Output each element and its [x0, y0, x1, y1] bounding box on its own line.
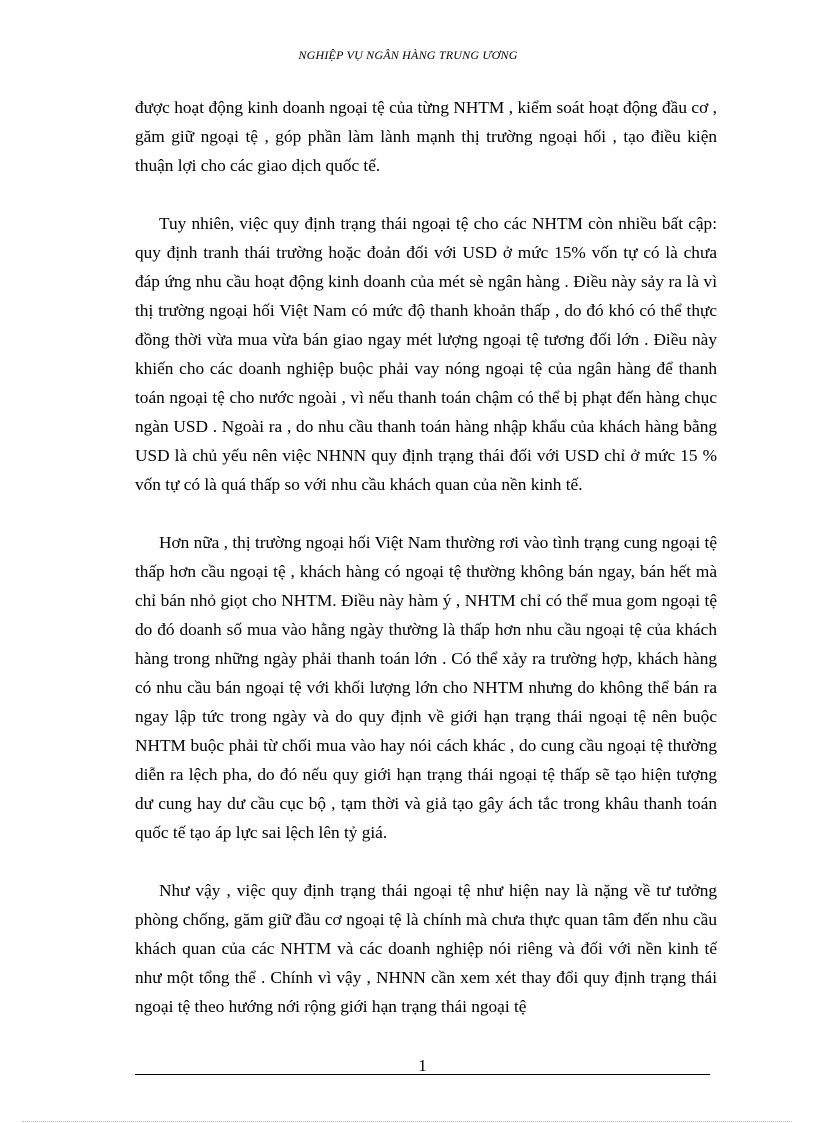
paragraph-1: được hoạt động kinh doanh ngoại tệ của từng NHTM , kiểm soát hoạt động đầu cơ , găm giữ ngoại tệ , góp phần làm lành mạnh thị trường ngoại hối , tạo điều kiện thuận lợi cho các giao dịch quốc tế.	[135, 98, 717, 175]
document-body	[135, 93, 717, 1021]
paragraph-2: Tuy nhiên, việc quy định trạng thái ngoại tệ cho các NHTM còn nhiều bất cập: quy định tranh thái trường hoặc đoản đối với USD ở mức 15% vốn tự có là chưa đáp ứng nhu cầu hoạt động kinh doanh của mét sè ngân hàng . Điều này sảy ra là vì thị trường ngoại hối Việt Nam có mức độ thanh khoản thấp , do đó khó có thể thực đồng thời vừa mua vừa bán giao ngay mét lượng ngoại tệ tương đối lớn . Điều này khiến cho các doanh nghiệp buộc phải vay nóng ngoại tệ của ngân hàng để thanh toán ngoại tệ cho nước ngoài , vì nếu thanh toán chậm có thể bị phạt đến hàng chục ngàn USD . Ngoài ra , do nhu cầu thanh toán hàng nhập khẩu của khách hàng bằng USD là chủ yếu nên việc NHNN quy định trạng thái đối với USD chỉ ở mức 15 % vốn tự có là quá thấp so với nhu cầu khách quan của nền kinh tế.	[135, 214, 717, 494]
page-number: 1	[418, 1056, 427, 1075]
page-edge-divider	[22, 1121, 792, 1122]
paragraph-3: Hơn nữa , thị trường ngoại hối Việt Nam thường rơi vào tình trạng cung ngoại tệ thấp hơn cầu ngoại tệ , khách hàng có ngoại tệ thường không bán ngay, bán hết mà chỉ bán nhỏ giọt cho NHTM. Điều này hàm ý , NHTM chỉ có thể mua gom ngoại tệ do đó doanh số mua vào hằng ngày thường là thấp hơn nhu cầu ngoại tệ của khách hàng trong những ngày phải thanh toán lớn . Có thể xảy ra trường hợp, khách hàng có nhu cầu bán ngoại tệ với khối lượng lớn cho NHTM nhưng do không thể bán ra ngay lập tức trong ngày và do quy định về giới hạn trạng thái ngoại tệ nên buộc NHTM buộc phải từ chối mua vào hay nói cách khác , do cung cầu ngoại tệ thường diễn ra lệch pha, do đó nếu quy giới hạn trạng thái ngoại tệ thấp sẽ tạo hiện tượng dư cung hay dư cầu cục bộ , tạm thời và giả tạo gây ách tắc trong khâu thanh toán quốc tế tạo áp lực sai lệch lên tỷ giá.	[135, 533, 717, 842]
page-header: NGHIỆP VỤ NGÂN HÀNG TRUNG ƯƠNG	[298, 48, 518, 62]
paragraph-4: Như vậy , việc quy định trạng thái ngoại tệ như hiện nay là nặng về tư tưởng phòng chống, găm giữ đầu cơ ngoại tệ là chính mà chưa thực quan tâm đến nhu cầu khách quan của các NHTM và các doanh nghiệp nói riêng và đối với nền kinh tế như một tổng thể . Chính vì vậy , NHNN cần xem xét thay đổi quy định trạng thái ngoại tệ theo hướng nới rộng giới hạn trạng thái ngoại tệ	[135, 881, 717, 1016]
footer-divider	[135, 1074, 710, 1075]
